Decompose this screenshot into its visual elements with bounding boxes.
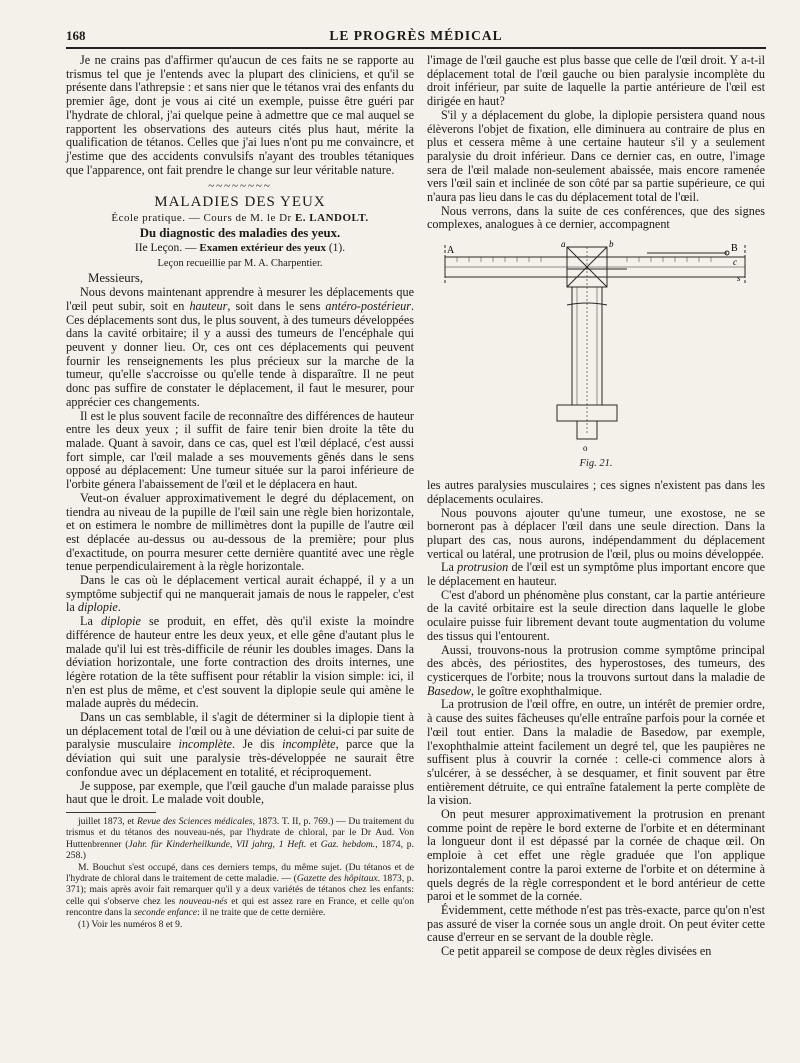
emphasis: hauteur — [189, 298, 228, 313]
paragraph: S'il y a déplacement du globe, la diplopie persistera quand nous élèverons l'objet de fixation, elle diminuera au contraire de plus en plus et cessera même à une certaine hauteur s'il y a seulement paralysie du droit inférieur. Dans ce dernier cas, en outre, l'image sera de l'œil malade non-seulement abaissée, mais encore ramenée vers l'œil sain et inclinée de son côté par sa partie supérieure, ce qui n'aura pas lieu dans le cas du déplacement total de l'œil. — [427, 107, 765, 205]
paragraph — [427, 644, 765, 699]
emphasis: seconde enfance — [133, 907, 198, 919]
text-run: Nous devons maintenant apprendre à mesurer les déplacements que l'œil peut subir, soit en — [66, 285, 414, 313]
emphasis: incomplète — [282, 737, 336, 752]
page-header — [66, 28, 766, 48]
salutation: Messieurs, — [88, 270, 144, 285]
text-run: juillet 1873, et — [78, 815, 137, 827]
footnote-ref: (1). — [328, 242, 346, 255]
footnotes — [66, 816, 414, 930]
paragraph: Veut-on évaluer approximativement le degré du déplacement, on tiendra au niveau de la pupille de l'œil sain une règle bien horizontale, et on estimera le nombre de millimètres dont la pupille de l'autre œil est déplacée au-dessus ou au-dessous de la première; pour plus d'exactitude, on pourra mesurer cette dernière quantité avec une règle tenue perpendiculairement à la règle horizontale. — [66, 490, 414, 574]
section-title: MALADIES DES YEUX — [154, 194, 326, 211]
paragraph: On peut mesurer approximativement la protrusion en prenant comme point de repère le bord externe de l'orbite et en déterminant la longueur dont il est dépassé par la cornée de chaque œil. On emploie à cet effet une règle graduée que l'on applique horizontalement contre la paroi externe de l'orbite et on détermine à quels degrés de la règle correspondent et le bord antérieur de cette paroi et le sommet de la cornée. — [427, 807, 765, 904]
text-run: : il ne traite que de cette dernière. — [197, 907, 326, 919]
text-run: Dans un cas semblable, il s'agit de déterminer si la diplopie tient à un déplacement total de l'œil ou à une déviation de celui-ci par suite de paralysie musculaire — [66, 710, 414, 752]
figure-double-ruler — [427, 235, 765, 475]
text-run: , 1873. T. II, p. 769.) — Du traitement du trismus et du tétanos des nouveau-nés, par l'hydrate de chloral, par le Dr Aud. Von Huttenbrenner ( — [66, 815, 414, 850]
paragraph — [66, 286, 414, 409]
emphasis: incomplète — [178, 737, 233, 752]
emphasis: nouveau-nés — [178, 895, 228, 907]
label-c: c — [733, 257, 737, 268]
label-a: A — [447, 245, 455, 257]
paragraph: Évidemment, cette méthode n'est pas très-exacte, parce qu'on n'est pas assuré de viser la cornée sous un angle droit. On peut éviter cette cause d'erreur en se servant de la double règle. — [427, 902, 765, 945]
text-run: La — [441, 560, 458, 575]
left-column — [66, 54, 414, 930]
lecturer-name: E. LANDOLT. — [294, 211, 369, 224]
emphasis: Basedow — [427, 683, 472, 698]
paragraph — [66, 615, 414, 711]
text-run: Aussi, trouvons-nous la protrusion comme symptôme principal des abcès, des périostites, des hyperostoses, des tumeurs, des cysticerques de l'orbite; nous la trouvons surtout dans la maladie de — [427, 642, 765, 684]
text-run: et — [306, 838, 321, 850]
double-ruler-illustration — [427, 235, 765, 457]
footnote-rule — [66, 812, 156, 813]
paragraph — [427, 561, 765, 588]
footnote — [66, 816, 414, 862]
text-run: et qui est assez rare en France, et celle qu'on rencontre dans la — [66, 895, 414, 919]
emphasis: protrusion — [457, 560, 509, 575]
label-o: o — [583, 443, 588, 454]
figure-caption: Fig. 21. — [579, 458, 613, 470]
ornamental-separator: ~~~~~~~~ — [208, 180, 272, 193]
text-run: . Je dis — [232, 737, 283, 752]
emphasis: Gaz. hebdom. — [320, 838, 376, 850]
lecture-number: IIe Leçon. — — [134, 242, 197, 255]
label-small-a: a — [561, 239, 566, 250]
paragraph: les autres paralysies musculaires ; ces signes n'existent pas dans les déplacements oculaires. — [427, 478, 765, 506]
emphasis: Gazette des hôpitaux — [296, 873, 378, 884]
emphasis: Jahr. für Kinderheilkunde, VII jahrg, 1 Heft. — [128, 838, 307, 850]
text-run: La — [80, 614, 101, 629]
paragraph: Nous pouvons ajouter qu'une tumeur, une exostose, ne se borneront pas à déplacer l'œil dans une seule direction. Dans la plupart des cas, nous aurons, indépendamment du déplacement vertical ou latéral, une protrusion de l'œil, plus ou moins développée. — [427, 505, 765, 561]
text-run: , 1874, p. 258.) — [66, 838, 414, 862]
text-run: , le goître exophthalmique. — [471, 683, 602, 698]
article-subtitle: Du diagnostic des maladies des yeux. — [139, 226, 341, 241]
footnote: (1) Voir les numéros 8 et 9. — [78, 918, 183, 930]
header-rule — [66, 47, 766, 49]
emphasis: antéro-postérieur — [325, 298, 411, 313]
paragraph: C'est d'abord un phénomène plus constant, car la partie antérieure de la cavité orbitaire est la seule direction dans laquelle le globe oculaire puisse fuir librement devant toute augmentation du volume des tissus qui l'entourent. — [427, 587, 765, 643]
ruler-ticks — [457, 257, 711, 262]
text-run: . Ces déplacements sont dus, le plus souvent, à des tumeurs développées dans la cavité orbitaire; il y a aussi des tumeurs de l'encéphale qui peuvent y donner lieu. Or, ces ont ces déplacements qui peuvent fournir les renseignements les plus précieux sur la marche de la tumeur, qu'elle s'accroisse ou qu'elle tende à disparaître. Il ne peut donc pas suffire de constater le déplacement, il faut le mesurer, pour apprécier ces changements. — [66, 298, 414, 409]
journal-title: LE PROGRÈS MÉDICAL — [329, 28, 503, 43]
text-run: M. Bouchut s'est occupé, dans ces derniers temps, du même sujet. (Du tétanos et de l'hydrate de chloral dans le traitement de cette maladie. — ( — [66, 861, 414, 884]
text-run: se produit, en effet, dès qu'il existe la moindre différence de hauteur entre les deux yeux, et elle gêne d'autant plus le malade qu'il lui est très-difficile de réunir les doubles images. Dans la déviation horizontale, une forte contraction des droits internes, une légère rotation de la tête suffisent pour rétablir la vision simple: ici, il n'en est plus de même, et c'est souvent la diplopie seule qui amène le malade auprès du médecin. — [66, 614, 415, 711]
page-number: 168 — [66, 28, 86, 43]
label-s: s — [737, 273, 741, 284]
footnote — [66, 862, 414, 919]
right-column — [427, 54, 765, 959]
label-b: B — [731, 243, 738, 255]
paragraph: Je ne crains pas d'affirmer qu'aucun de ces faits ne se rapporte au trismus tel que je l'entends avec la plupart des cliniciens, et qu'il se présente dans l'athrepsie : et sans nier que le tétanos vrai des enfants du premier âge, dont je vous ai cité un exemple, puisse être guéri par l'hydrate de chloral, j'ai quelque peine à admettre que ce mal auquel se rapportent les observations des auteurs cités plus haut, mérite la qualification de tétanos. Celles que j'ai lues n'ont pu me convaincre, et j'estime que des accidents convulsifs n'ayant des troubles tétaniques que l'apparence, ont fait prendre le change sur leur véritable nature. — [66, 53, 414, 177]
lecture-title: Examen extérieur des yeux — [199, 242, 326, 255]
text-run: . — [117, 600, 121, 615]
lecture-heading — [66, 242, 414, 256]
paragraph — [66, 574, 414, 615]
byline-prefix: École pratique. — Cours de M. le Dr — [111, 211, 292, 224]
label-small-b: b — [609, 239, 614, 250]
text-run: de l'œil est un symptôme plus important encore que le déplacement en hauteur. — [427, 560, 765, 589]
text-run: , parce que la déviation qui suit une paralysie très-développée ne saurait être confondue avec un déplacement en totalité, et réciproquement. — [66, 737, 414, 779]
paragraph: Ce petit appareil se compose de deux règles divisées en — [441, 944, 712, 959]
emphasis: diplopie — [77, 600, 118, 615]
text-run: . 1873, p. 371); mais après avoir fait remarquer qu'il y a deux variétés de tétanos chez les enfants: celle qui s'observe chez les — [66, 873, 415, 907]
emphasis: diplopie — [100, 614, 141, 629]
paragraph — [66, 711, 414, 780]
lecture-byline — [66, 212, 414, 226]
paragraph: La protrusion de l'œil offre, en outre, un intérêt de premier ordre, à cause des suites fâcheuses qu'elle entraîne parfois pour la cornée et l'œil tout entier. Dans la maladie de Basedow, par exemple, l'exophthalmie atteint facilement un degré tel, que les paupières ne suffisent plus à couvrir la cornée : celle-ci commence alors à s'ulcérer, à se dessécher, à se desquamer, et finit souvent par être entièrement détruite, ce qui entraîne fatalement la perte complète de la vision. — [427, 697, 765, 808]
paragraph: l'image de l'œil gauche est plus basse que celle de l'œil droit. Y a-t-il déplacement total de l'œil gauche ou bien paralysie incomplète du droit inférieur, par suite de laquelle la partie antérieure de l'œil est dirigée en haut? — [427, 53, 765, 109]
paragraph: Il est le plus souvent facile de reconnaître des différences de hauteur entre les deux yeux ; il suffit de faire tenir bien droite la tête du malade. Quant à savoir, dans ce cas, quel est l'œil déplacé, c'est aussi fort simple, car l'œil malade a ses mouvements gênés dans le sens opposé au déplacement: Une tumeur située sur la paroi inférieure de l'orbite génera l'abaissement de l'œil et le déplacera en haut. — [66, 408, 414, 492]
text-run: Dans le cas où le déplacement vertical aurait échappé, il y a un symptôme subjectif qui ne manquerait jamais de nous le rappeler, c'est la — [66, 573, 414, 615]
text-run: , soit dans le sens — [227, 298, 326, 313]
paragraph: Je suppose, par exemple, que l'œil gauche d'un malade paraisse plus haut que le droit. Le malade voit double, — [66, 778, 414, 807]
recorder-credit: Leçon recueillie par M. A. Charpentier. — [157, 257, 323, 269]
emphasis: Revue des Sciences médicales — [136, 815, 253, 827]
paragraph: Nous verrons, dans la suite de ces conférences, que des signes complexes, analogues à ce dernier, accompagnent — [427, 203, 765, 232]
